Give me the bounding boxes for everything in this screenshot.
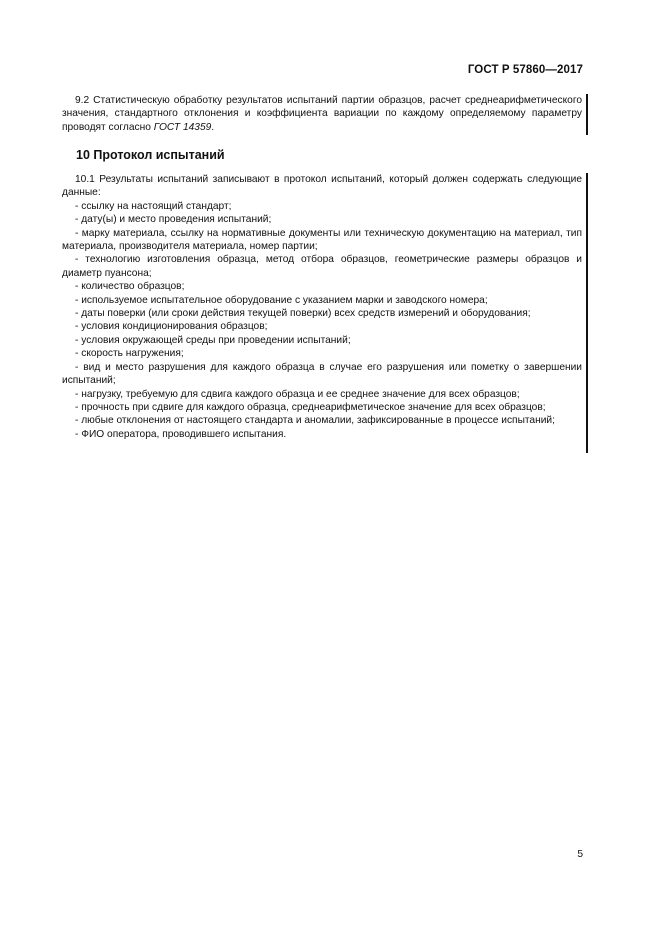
clause-10-1-intro: 10.1 Результаты испытаний записывают в протокол испытаний, который должен содержать следующие данные: [62,174,582,199]
list-item: - условия окружающей среды при проведении испытаний; [75,334,351,346]
clause-9-2 [62,94,582,134]
change-bar-9-2 [586,94,588,135]
list-item: - технологию изготовления образца, метод отбора образцов, геометрические размеры образцов и диаметр пуансона; [62,254,582,279]
list-item: - ссылку на настоящий стандарт; [75,200,232,212]
change-bar-10 [586,173,588,453]
standard-reference: ГОСТ 14359 [153,121,212,133]
list-item: - прочность при сдвиге для каждого образца, среднеарифметическое значение для всех образцов; [75,401,546,413]
list-item: - вид и место разрушения для каждого образца в случае его разрушения или пометку о завершении испытаний; [62,361,582,387]
standard-code-header: ГОСТ Р 57860—2017 [467,64,583,76]
clause-9-2-end: . [211,121,215,133]
list-item: - ФИО оператора, проводившего испытания. [75,428,287,440]
list-item: - даты поверки (или сроки действия текущей поверки) всех средств измерений и оборудования; [75,308,531,320]
section-10-title: 10 Протокол испытаний [76,148,225,162]
list-item: - марку материала, ссылку на нормативные документы или техническую документацию на материал, тип материала, производителя материала, номер партии; [62,227,582,253]
list-item: - дату(ы) и место проведения испытаний; [75,214,272,226]
list-item: - количество образцов; [75,281,185,293]
list-item: - любые отклонения от настоящего стандарта и аномалии, зафиксированные в процессе испытаний; [75,415,555,427]
list-item: - условия кондиционирования образцов; [75,321,268,333]
list-item: - используемое испытательное оборудование с указанием марки и заводского номера; [75,294,488,306]
page-number: 5 [577,849,583,860]
list-item: - скорость нагружения; [75,348,184,360]
clause-9-2-text: 9.2 Статистическую обработку результатов испытаний партии образцов, расчет среднеарифметического значения, стандартного отклонения и коэффициента вариации по каждому определяемому параметру проводят согласно [62,95,582,133]
section-10-body [62,173,582,441]
list-item: - нагрузку, требуемую для сдвига каждого образца и ее среднее значение для всех образцов; [75,388,520,400]
